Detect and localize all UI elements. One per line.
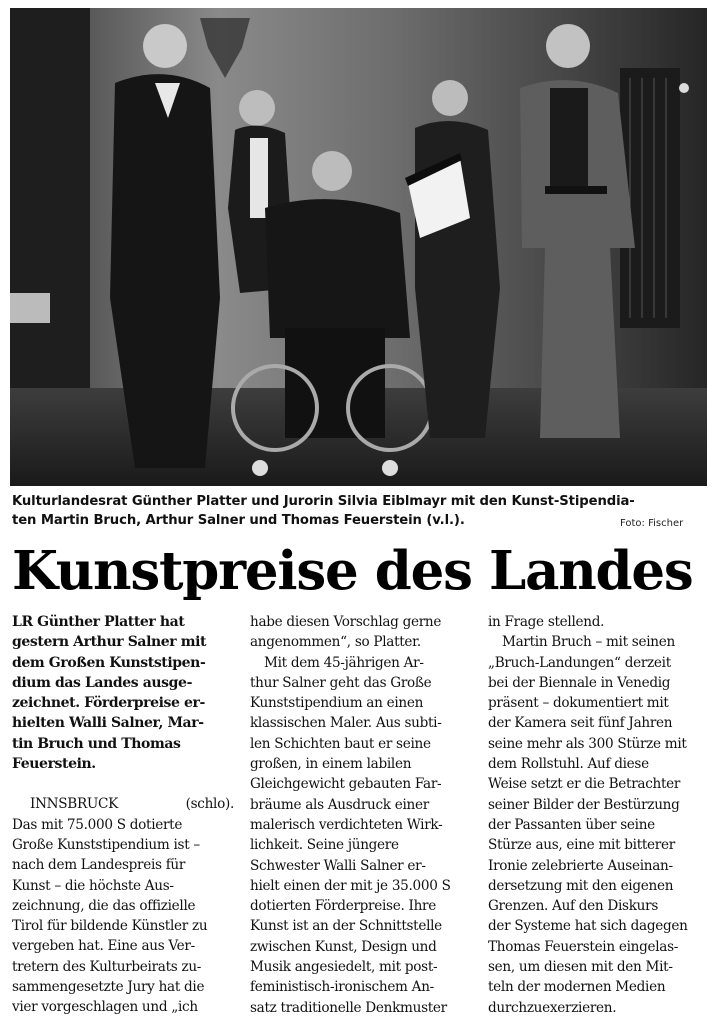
- body-line: nach dem Landespreis für: [12, 857, 186, 874]
- lead-line: LR Günther Platter hat: [12, 614, 185, 630]
- body-line: durchzuexerzieren.: [488, 999, 617, 1016]
- body-line: thur Salner geht das Große: [250, 674, 432, 691]
- body-line: Musik angesiedelt, mit post-: [250, 959, 438, 976]
- body-line: sen, um diesen mit den Mit-: [488, 959, 673, 976]
- body-line: der Kamera seit fünf Jahren: [488, 715, 673, 732]
- body-line: zeichnung, die das offizielle: [12, 897, 196, 914]
- body-line: lichkeit. Seine jüngere: [250, 837, 399, 854]
- body-line: Stürze aus, eine mit bitterer: [488, 837, 675, 854]
- body-line: habe diesen Vorschlag gerne: [250, 614, 442, 630]
- body-line: Kunst ist an der Schnittstelle: [250, 918, 442, 935]
- body-line: zwischen Kunst, Design und: [250, 938, 437, 955]
- body-line: Gleichgewicht gebauten Far-: [250, 776, 442, 793]
- body-line: der Passanten über seine: [488, 816, 655, 833]
- body-line: sammengesetzte Jury hat die: [12, 979, 205, 996]
- body-line: Kunststipendium an einen: [250, 695, 424, 712]
- body-line: Das mit 75.000 S dotierte: [12, 816, 183, 833]
- body-line: Mit dem 45-jährigen Ar-: [264, 654, 424, 671]
- body-line: tretern des Kulturbeirats zu-: [12, 958, 202, 975]
- dateline-author: (schlo).: [185, 796, 234, 813]
- body-line: Tirol für bildende Künstler zu: [12, 918, 208, 935]
- headline: Kunstpreise des Landes: [12, 540, 693, 602]
- article-column-3: [488, 612, 710, 1018]
- body-line: bräume als Ausdruck einer: [250, 796, 429, 813]
- caption-line: ten Martin Bruch, Arthur Salner und Thomas Feuerstein (v.l.).: [12, 513, 465, 528]
- body-line: dersetzung mit den eigenen: [488, 877, 674, 894]
- photo-illustration: [10, 8, 707, 486]
- body-line: dotierten Förderpreise. Ihre: [250, 898, 436, 915]
- lead-line: zeichnet. Förderpreise er-: [12, 695, 205, 712]
- body-line: len Schichten baut er seine: [250, 735, 431, 752]
- body-line: seine mehr als 300 Stürze mit: [488, 735, 687, 752]
- body-line: Große Kunststipendium ist –: [12, 836, 200, 853]
- body-line: präsent – dokumentiert mit: [488, 695, 669, 712]
- body-line: in Frage stellend.: [488, 614, 605, 630]
- article-column-2: [250, 612, 472, 1018]
- body-line: „Bruch-Landungen“ derzeit: [488, 654, 671, 671]
- body-line: Martin Bruch – mit seinen: [502, 634, 675, 651]
- body-line: Weise setzt er die Betrachter: [488, 776, 681, 793]
- caption-line: Kulturlandesrat Günther Platter und Jurorin Silvia Eiblmayr mit den Kunst-Stipendia-: [12, 494, 635, 509]
- lead-line: hielten Walli Salner, Mar-: [12, 715, 204, 732]
- article-column-1: [12, 612, 234, 1018]
- body-line: Grenzen. Auf den Diskurs: [488, 898, 658, 915]
- body-line: bei der Biennale in Venedig: [488, 674, 671, 691]
- body-line: klassischen Maler. Aus subti-: [250, 715, 442, 732]
- photo-credit: Foto: Fischer: [620, 518, 684, 529]
- body-line: Schwester Walli Salner er-: [250, 857, 426, 874]
- body-line: vergeben hat. Eine aus Ver-: [12, 938, 195, 955]
- body-line: hielt einen der mit je 35.000 S: [250, 877, 451, 894]
- body-line: Ironie zelebrierte Auseinan-: [488, 857, 673, 874]
- lead-line: Feuerstein.: [12, 756, 96, 773]
- body-line: großen, in einem labilen: [250, 756, 412, 773]
- body-line: Thomas Feuerstein eingelas-: [488, 938, 679, 955]
- dateline-place: INNSBRUCK: [30, 796, 119, 813]
- body-line: dem Rollstuhl. Auf diese: [488, 756, 649, 773]
- award-group-photo: [10, 8, 707, 486]
- body-line: der Systeme hat sich dagegen: [488, 918, 688, 935]
- photo-caption: [12, 492, 709, 530]
- lead-line: dem Großen Kunststipen-: [12, 654, 206, 671]
- body-line: feministisch-ironischem An-: [250, 979, 434, 996]
- body-line: Kunst – die höchste Aus-: [12, 877, 174, 894]
- body-line: angenommen“, so Platter.: [250, 634, 421, 651]
- lead-line: tin Bruch und Thomas: [12, 735, 181, 752]
- lead-line: gestern Arthur Salner mit: [12, 634, 207, 651]
- body-line: seiner Bilder der Bestürzung: [488, 796, 680, 813]
- body-line: teln der modernen Medien: [488, 979, 666, 996]
- lead-line: dium das Landes ausge-: [12, 674, 192, 691]
- dateline: [12, 794, 234, 814]
- body-line: malerisch verdichteten Wirk-: [250, 816, 443, 833]
- body-line: satz traditionelle Denkmuster: [250, 999, 447, 1016]
- body-line: vier vorgeschlagen und „ich: [12, 999, 198, 1016]
